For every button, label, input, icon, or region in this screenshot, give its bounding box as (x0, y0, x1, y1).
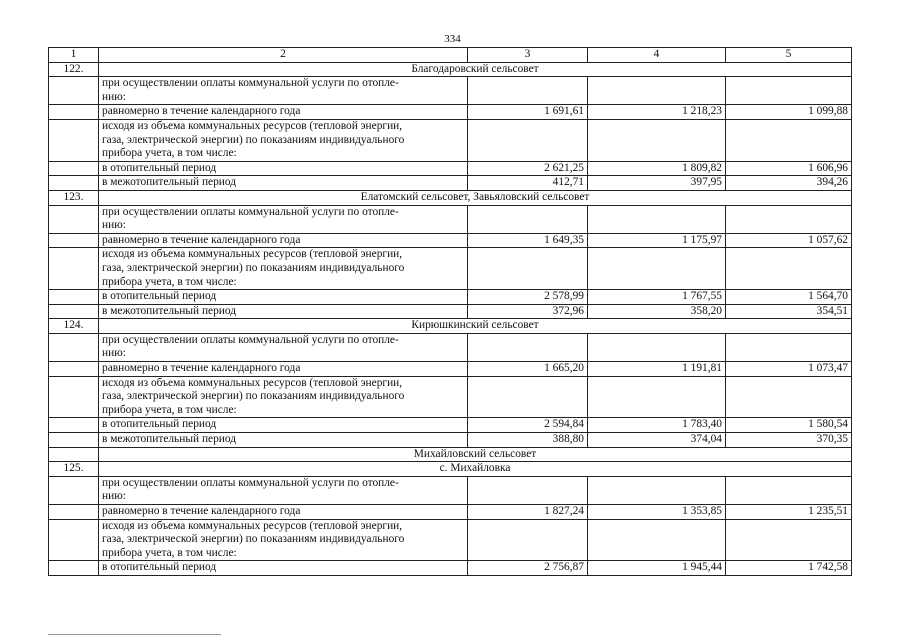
value-cell-empty (726, 476, 852, 504)
description-cell (99, 77, 468, 105)
description-row (49, 119, 852, 161)
value-cell-empty (468, 376, 588, 418)
row-number-empty (49, 290, 99, 305)
row-number-empty (49, 248, 99, 290)
row-number: 125. (49, 462, 99, 477)
description-line: при осуществлении оплаты коммунальной услуги по отопле- (102, 77, 399, 90)
value-cell-col-5: 1 057,62 (726, 233, 852, 248)
value-cell-empty (588, 77, 726, 105)
value-cell-col-3: 412,71 (468, 176, 588, 191)
description-line: исходя из объема коммунальных ресурсов (тепловой энергии, (102, 119, 403, 132)
row-number-empty (49, 376, 99, 418)
value-cell-col-4: 358,20 (588, 304, 726, 319)
description-cell (99, 248, 468, 290)
row-number-empty (49, 476, 99, 504)
row-number-empty (49, 519, 99, 561)
description-row (49, 248, 852, 290)
row-label: равномерно в течение календарного года (99, 505, 468, 520)
data-row (49, 362, 852, 377)
section-title: с. Михайловка (99, 462, 852, 477)
value-cell-empty (726, 248, 852, 290)
data-row (49, 505, 852, 520)
value-cell-col-5: 370,35 (726, 433, 852, 448)
row-label: в отопительный период (99, 161, 468, 176)
description-row (49, 519, 852, 561)
section-row (49, 462, 852, 477)
row-label: в отопительный период (99, 290, 468, 305)
value-cell-col-4: 1 767,55 (588, 290, 726, 305)
row-number-empty (49, 561, 99, 576)
value-cell-empty (726, 119, 852, 161)
value-cell-empty (726, 333, 852, 361)
description-cell (99, 205, 468, 233)
value-cell-col-5: 1 099,88 (726, 105, 852, 120)
value-cell-col-4: 1 945,44 (588, 561, 726, 576)
row-number-empty (49, 205, 99, 233)
description-line: нию: (102, 347, 126, 360)
value-cell-col-3: 1 827,24 (468, 505, 588, 520)
header-cell-col-1: 1 (49, 48, 99, 63)
section-row (49, 62, 852, 77)
value-cell-empty (588, 248, 726, 290)
section-title: Благодаровский сельсовет (99, 62, 852, 77)
data-row (49, 418, 852, 433)
value-cell-empty (726, 376, 852, 418)
value-cell-col-3: 2 621,25 (468, 161, 588, 176)
value-cell-col-4: 1 353,85 (588, 505, 726, 520)
header-cell-col-5: 5 (726, 48, 852, 63)
description-line: исходя из объема коммунальных ресурсов (тепловой энергии, (102, 248, 403, 261)
description-line: прибора учета, в том числе: (102, 275, 237, 288)
description-line: нию: (102, 90, 126, 103)
value-cell-col-3: 1 665,20 (468, 362, 588, 377)
data-row (49, 105, 852, 120)
value-cell-col-4: 1 191,81 (588, 362, 726, 377)
section-title: Елатомский сельсовет, Завьяловский сельсовет (99, 190, 852, 205)
section-title: Михайловский сельсовет (99, 447, 852, 462)
value-cell-empty (468, 205, 588, 233)
description-row (49, 333, 852, 361)
value-cell-col-5: 354,51 (726, 304, 852, 319)
value-cell-col-3: 372,96 (468, 304, 588, 319)
section-row (49, 319, 852, 334)
value-cell-col-4: 374,04 (588, 433, 726, 448)
description-row (49, 376, 852, 418)
row-label: равномерно в течение календарного года (99, 362, 468, 377)
description-line: при осуществлении оплаты коммунальной услуги по отопле- (102, 476, 399, 489)
tariff-table-body (49, 48, 852, 576)
description-cell (99, 333, 468, 361)
data-row (49, 561, 852, 576)
data-row (49, 176, 852, 191)
value-cell-col-3: 1 649,35 (468, 233, 588, 248)
header-row (49, 48, 852, 63)
description-cell (99, 376, 468, 418)
value-cell-empty (726, 205, 852, 233)
row-number-empty (49, 233, 99, 248)
value-cell-col-5: 1 606,96 (726, 161, 852, 176)
row-number-empty (49, 505, 99, 520)
value-cell-empty (468, 476, 588, 504)
data-row (49, 290, 852, 305)
value-cell-empty (468, 77, 588, 105)
description-cell (99, 119, 468, 161)
value-cell-empty (588, 119, 726, 161)
row-number-empty (49, 418, 99, 433)
row-number: 124. (49, 319, 99, 334)
description-line: при осуществлении оплаты коммунальной услуги по отопле- (102, 205, 399, 218)
description-line: газа, электрической энергии) по показаниям индивидуального (102, 261, 405, 274)
value-cell-empty (588, 519, 726, 561)
value-cell-col-5: 1 235,51 (726, 505, 852, 520)
description-line: при осуществлении оплаты коммунальной услуги по отопле- (102, 333, 399, 346)
data-row (49, 433, 852, 448)
value-cell-col-5: 1 580,54 (726, 418, 852, 433)
row-number-empty (49, 77, 99, 105)
description-cell (99, 519, 468, 561)
value-cell-col-3: 2 578,99 (468, 290, 588, 305)
value-cell-col-5: 1 742,58 (726, 561, 852, 576)
row-label: в межотопительный период (99, 433, 468, 448)
value-cell-empty (726, 519, 852, 561)
value-cell-col-4: 1 783,40 (588, 418, 726, 433)
value-cell-empty (588, 205, 726, 233)
row-number-empty (49, 176, 99, 191)
description-line: прибора учета, в том числе: (102, 147, 237, 160)
row-number-empty (49, 362, 99, 377)
value-cell-col-3: 388,80 (468, 433, 588, 448)
section-row (49, 190, 852, 205)
description-line: газа, электрической энергии) по показаниям индивидуального (102, 390, 405, 403)
header-cell-col-3: 3 (468, 48, 588, 63)
row-label: в межотопительный период (99, 176, 468, 191)
description-line: нию: (102, 490, 126, 503)
description-cell (99, 476, 468, 504)
row-number-empty (49, 119, 99, 161)
row-number: 123. (49, 190, 99, 205)
value-cell-empty (468, 333, 588, 361)
data-row (49, 304, 852, 319)
row-label: равномерно в течение календарного года (99, 233, 468, 248)
data-row (49, 161, 852, 176)
row-number-empty (49, 304, 99, 319)
row-number-empty (49, 161, 99, 176)
value-cell-empty (468, 119, 588, 161)
value-cell-col-5: 394,26 (726, 176, 852, 191)
description-row (49, 476, 852, 504)
value-cell-col-4: 1 175,97 (588, 233, 726, 248)
tariff-table (48, 47, 852, 576)
value-cell-col-4: 1 218,23 (588, 105, 726, 120)
footnote-rule (48, 634, 221, 635)
description-line: газа, электрической энергии) по показаниям индивидуального (102, 133, 405, 146)
data-row (49, 233, 852, 248)
value-cell-empty (726, 77, 852, 105)
row-label: в межотопительный период (99, 304, 468, 319)
value-cell-empty (588, 476, 726, 504)
row-number-empty (49, 333, 99, 361)
row-label: в отопительный период (99, 561, 468, 576)
value-cell-col-5: 1 564,70 (726, 290, 852, 305)
row-number (49, 447, 99, 462)
section-row (49, 447, 852, 462)
header-cell-col-4: 4 (588, 48, 726, 63)
value-cell-col-3: 1 691,61 (468, 105, 588, 120)
description-line: газа, электрической энергии) по показаниям индивидуального (102, 533, 405, 546)
row-label: равномерно в течение календарного года (99, 105, 468, 120)
page-number: 334 (444, 33, 461, 45)
value-cell-empty (468, 519, 588, 561)
description-line: исходя из объема коммунальных ресурсов (тепловой энергии, (102, 519, 403, 532)
row-label: в отопительный период (99, 418, 468, 433)
description-row (49, 205, 852, 233)
description-line: исходя из объема коммунальных ресурсов (тепловой энергии, (102, 376, 403, 389)
description-line: нию: (102, 219, 126, 232)
section-title: Кирюшкинский сельсовет (99, 319, 852, 334)
value-cell-col-5: 1 073,47 (726, 362, 852, 377)
description-line: прибора учета, в том числе: (102, 403, 237, 416)
row-number-empty (49, 105, 99, 120)
row-number-empty (49, 433, 99, 448)
value-cell-empty (588, 376, 726, 418)
value-cell-col-4: 1 809,82 (588, 161, 726, 176)
value-cell-empty (588, 333, 726, 361)
description-line: прибора учета, в том числе: (102, 546, 237, 559)
value-cell-col-3: 2 594,84 (468, 418, 588, 433)
value-cell-col-3: 2 756,87 (468, 561, 588, 576)
header-cell-col-2: 2 (99, 48, 468, 63)
value-cell-col-4: 397,95 (588, 176, 726, 191)
value-cell-empty (468, 248, 588, 290)
row-number: 122. (49, 62, 99, 77)
description-row (49, 77, 852, 105)
